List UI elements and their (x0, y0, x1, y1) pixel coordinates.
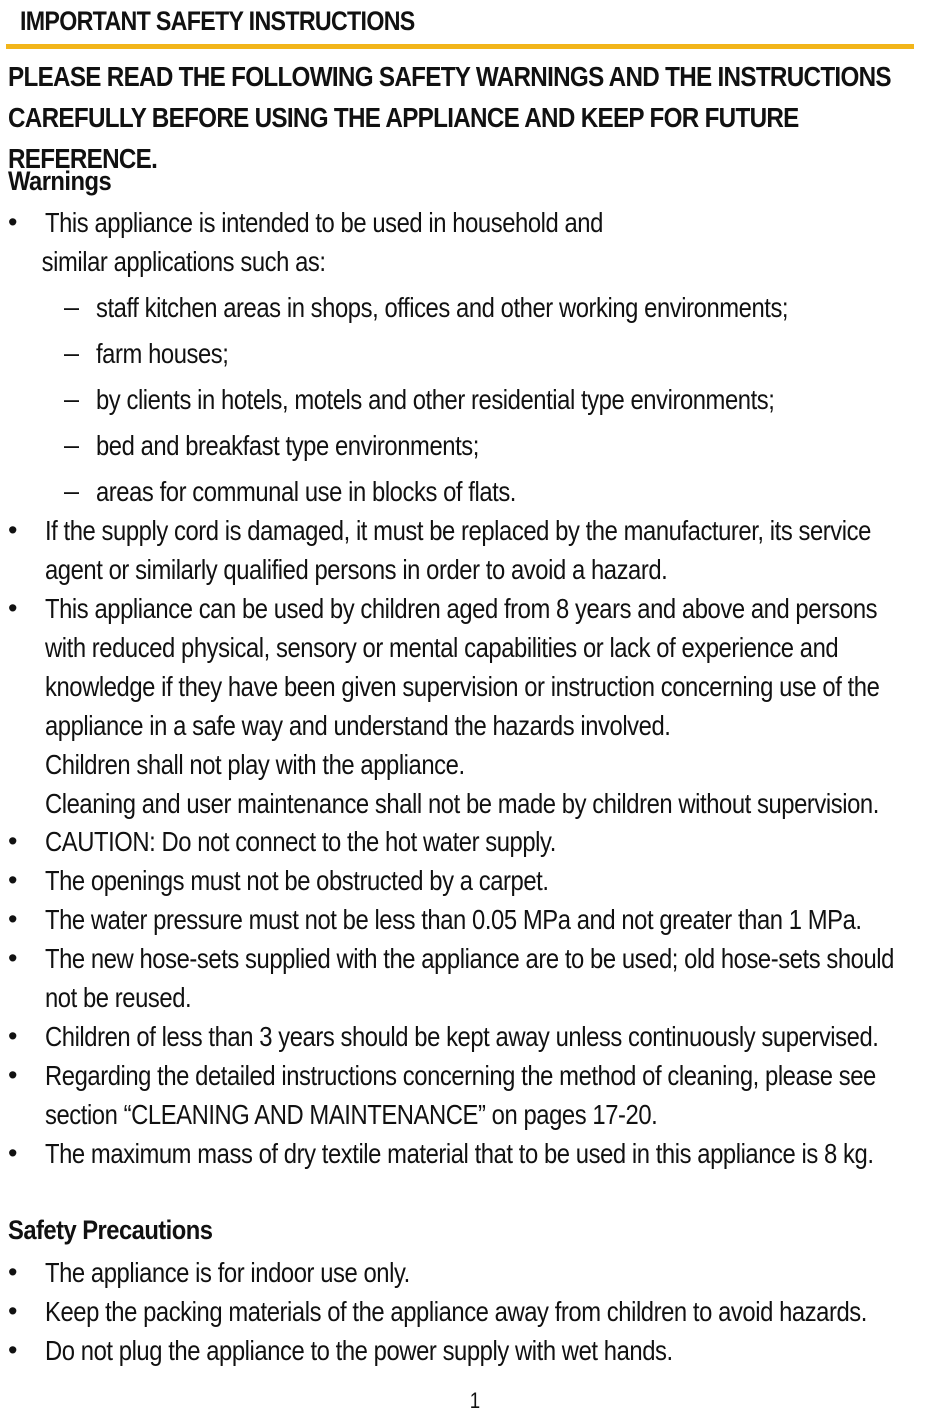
bullet-marker: • (8, 904, 18, 934)
subitem-farm-houses: farm houses; (96, 338, 229, 369)
warning-text (45, 822, 929, 861)
warning-text (45, 1134, 929, 1173)
text-line: CAUTION: Do not connect to the hot water supply. (45, 826, 556, 857)
intro-notice (8, 56, 925, 179)
text-line: Keep the packing materials of the appliance away from children to avoid hazards. (45, 1296, 867, 1327)
bullet-marker: • (8, 826, 18, 856)
text-line: Children shall not play with the appliance. (45, 749, 465, 780)
bullet-marker: • (8, 865, 18, 895)
dash-marker: – (64, 384, 80, 414)
warning-text (45, 1017, 929, 1056)
warning-text (45, 939, 929, 1017)
bullet-marker: • (8, 1021, 18, 1051)
warning-text (45, 589, 929, 823)
text-line: appliance in a safe way and understand the hazards involved. (45, 710, 671, 741)
text-line: with reduced physical, sensory or mental capabilities or lack of experience and (45, 632, 839, 663)
warnings-heading: Warnings (8, 166, 112, 196)
bullet-marker: • (8, 1296, 18, 1326)
warning-text (45, 861, 929, 900)
text-line: Children of less than 3 years should be kept away unless continuously supervised. (45, 1021, 879, 1052)
dash-marker: – (64, 292, 80, 322)
subitem-hotels: by clients in hotels, motels and other residential type environments; (96, 384, 775, 415)
intro-line-2: CAREFULLY BEFORE USING THE APPLIANCE AND KEEP FOR FUTURE REFERENCE. (8, 102, 799, 174)
precaution-text (45, 1292, 929, 1331)
dash-marker: – (64, 476, 80, 506)
bullet-marker: • (8, 1138, 18, 1168)
text-line: similar applications such as: (41, 246, 326, 277)
warning-text (45, 1056, 929, 1134)
text-line: This appliance is intended to be used in household and (45, 207, 603, 238)
text-line: The appliance is for indoor use only. (45, 1257, 410, 1288)
bullet-marker: • (8, 1060, 18, 1090)
text-line: Regarding the detailed instructions concerning the method of cleaning, please see (45, 1060, 876, 1091)
subitem-bed-and-breakfast: bed and breakfast type environments; (96, 430, 479, 461)
text-line: Do not plug the appliance to the power supply with wet hands. (45, 1335, 673, 1366)
subitem-communal-use: areas for communal use in blocks of flats. (96, 476, 517, 507)
text-line: The maximum mass of dry textile material that to be used in this appliance is 8 kg. (45, 1138, 874, 1169)
page-title: IMPORTANT SAFETY INSTRUCTIONS (20, 6, 415, 36)
warning-text (45, 900, 929, 939)
bullet-marker: • (8, 1335, 18, 1365)
text-line: agent or similarly qualified persons in order to avoid a hazard. (45, 554, 668, 585)
text-line: Cleaning and user maintenance shall not be made by children without supervision. (45, 788, 879, 819)
bullet-marker: • (8, 943, 18, 973)
warning-text (45, 511, 929, 589)
bullet-marker: • (8, 593, 18, 623)
text-line: The water pressure must not be less than 0.05 MPa and not greater than 1 MPa. (45, 904, 862, 935)
precaution-text (45, 1253, 929, 1292)
text-line: The openings must not be obstructed by a carpet. (45, 865, 549, 896)
dash-marker: – (64, 338, 80, 368)
subitem-staff-kitchen: staff kitchen areas in shops, offices and other working environments; (96, 292, 789, 323)
text-line: The new hose-sets supplied with the appliance are to be used; old hose-sets should (45, 943, 894, 974)
page-number: 1 (469, 1388, 481, 1413)
bullet-marker: • (8, 207, 18, 237)
bullet-marker: • (8, 1257, 18, 1287)
safety-precautions-heading: Safety Precautions (8, 1215, 213, 1245)
bullet-marker: • (8, 515, 18, 545)
text-line: This appliance can be used by children aged from 8 years and above and persons (45, 593, 878, 624)
intro-line-1: PLEASE READ THE FOLLOWING SAFETY WARNINGS AND THE INSTRUCTIONS (8, 61, 891, 92)
text-line: If the supply cord is damaged, it must be replaced by the manufacturer, its service (45, 515, 871, 546)
text-line: section “CLEANING AND MAINTENANCE” on pages 17-20. (45, 1099, 658, 1130)
title-divider (6, 44, 914, 49)
text-line: not be reused. (45, 982, 192, 1013)
dash-marker: – (64, 430, 80, 460)
warning-text (41, 203, 929, 281)
text-line: knowledge if they have been given supervision or instruction concerning use of the (45, 671, 880, 702)
precaution-text (45, 1331, 929, 1370)
